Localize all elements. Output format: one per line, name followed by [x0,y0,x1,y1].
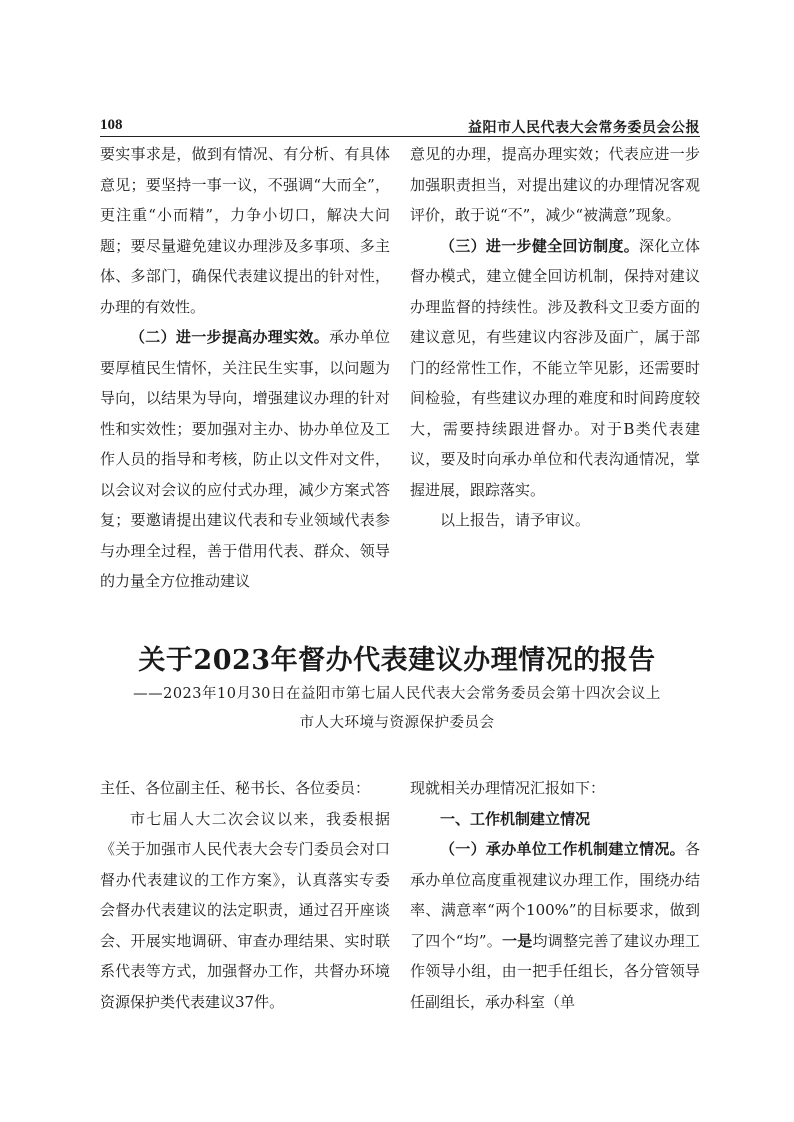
header-rule [100,136,700,137]
page-number: 108 [100,117,123,133]
continued-paragraph: 要实事求是，做到有情况、有分析、有具体意见；要坚持一事一议，不强调“大而全”，更注重“小而精”，力争小切口，解决大问题；要尽量避免建议办理涉及多事项、多主体、多部门，确保代表建议提出的针对性，办理的有效性。 [100,145,390,316]
publication-name: 益阳市人民代表大会常务委员会公报 [468,120,700,136]
paragraph-body-continued: 均调整完善了建议办理工作领导小组，由一把手任组长，各分管领导任副组长，承办科室（单 [410,931,700,1011]
subheading-improve-effectiveness: （二）进一步提高办理实效。 [130,328,330,346]
paragraph-body: 各承办单位高度重视建议办理工作，围绕办结率、满意率“两个100%”的目标要求，做到了四个“均”。 [410,840,700,950]
paragraph-unit-mechanism [410,834,700,1017]
salutation: 主任、各位副主任、秘书长、各位委员： [100,779,371,797]
intro-continued: 现就相关办理情况汇报如下： [410,779,606,797]
continued-paragraph: 意见的办理，提高办理实效；代表应进一步加强职责担当，对提出建议的办理情况客观评价，敢于说“不”，减少“被满意”现象。 [410,145,700,224]
subheading-revisit-system: （三）进一步健全回访制度。 [440,236,640,255]
report-title: 关于2023年督办代表建议办理情况的报告 [138,645,656,676]
section-heading-mechanism: 一、工作机制建立情况 [440,809,591,828]
subheading-unit-mechanism: （一）承办单位工作机制建立情况。 [440,840,685,858]
paragraph-revisit-system [410,231,700,506]
paragraph-body: 承办单位要厚植民生情怀，关注民生实事，以问题为导向，以结果为导向，增强建议办理的针对性和实效性；要加强对主办、协办单位及工作人员的指导和考核，防止以文件对文件，以会议对会议的应付式办理，减少方案式答复；要邀请提出建议代表和专业领域代表参与办理全过程，善于借用代表、群众、领导的力量全方位推动建议 [100,328,390,590]
paragraph-improve-effectiveness [100,322,390,597]
top-right-column [410,139,700,536]
report-subtitle-line2: 市人大环境与资源保护委员会 [299,715,495,731]
intro-paragraph: 市七届人大二次会议以来，我委根据《关于加强市人民代表大会专门委员会对口督办代表建议的工作方案》，认真落实专委会督办代表建议的法定职责，通过召开座谈会、开展实地调研、审查办理结果、实时联系代表等方式，加强督办工作，共督办环境资源保护类代表建议37件。 [100,809,390,1011]
report-subtitle-line1: ——2023年10月30日在益阳市第七届人民代表大会常务委员会第十四次会议上 [133,686,661,702]
closing-remark: 以上报告，请予审议。 [440,511,591,529]
paragraph-body: 深化立体督办模式，建立健全回访机制，保持对建议办理监督的持续性。涉及教科文卫委方面的建议意见，有些建议内容涉及面广，属于部门的经常性工作，不能立竿见影，还需要时间检验，有些建议办理的难度和时间跨度较大，需要持续跟进督办。对于B类代表建议，要及时向承办单位和代表沟通情况，掌握进展，跟踪落实。 [410,236,700,499]
bottom-right-column [410,773,700,1017]
emphasis-first: 一是 [502,931,533,950]
bottom-left-column [100,773,390,1017]
top-left-column [100,139,390,597]
